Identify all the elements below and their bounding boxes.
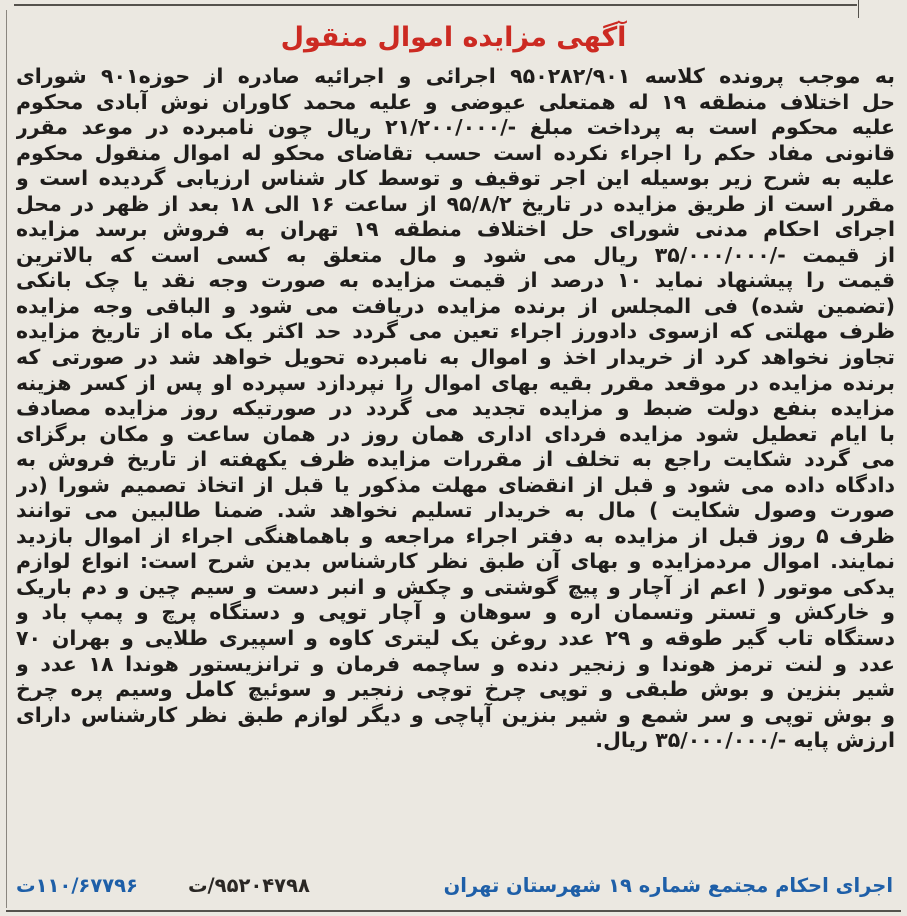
notice-line: ظرف مهلتی که ازسوی دادورز اجراء تعین می گردد حد اکثر یک ماه از تاریخ مزایده — [16, 319, 895, 344]
notice-body — [16, 64, 895, 754]
notice-line: علیه به شرح زیر بوسیله این اجر توقیف و توسط کار شناس ارزیابی گردیده است و — [16, 166, 895, 191]
notice-line: شیر بنزین و بوش طبقی و توپی چرخ توچی زنجیر و سوئیچ کامل وسیم پره چرخ — [16, 677, 895, 702]
notice-line: برنده مزایده در موقعد مقرر بقیه بهای اموال را نپردازد سپرده او پس از کسر هزینه — [16, 370, 895, 395]
notice-line: (تضمین شده) فی المجلس از برنده مزایده دریافت می شود و الباقی وجه مزایده — [16, 293, 895, 318]
notice-footer — [16, 868, 893, 902]
notice-line: قیمت را پیشنهاد نماید ۱۰ درصد از قیمت مزایده به صورت وجه نقد یا چک بانکی — [16, 268, 895, 293]
reference-numbers — [16, 874, 310, 897]
letter-number: ۹۵۲۰۴۷۹۸/ت — [187, 873, 310, 897]
notice-line: از قیمت -/۳۵/۰۰۰/۰۰۰ ریال می شود و مال متعلق به کسی است که بالاترین — [16, 242, 895, 267]
notice-line: علیه محکوم است به پرداخت مبلغ -/۲۱/۲۰۰/۰۰۰ ریال چون نامبرده در موعد مقرر — [16, 115, 895, 140]
notice-line: به موجب پرونده کلاسه ۹۵۰۲۸۲/۹۰۱ اجرائی و اجرائیه صادره از حوزه۹۰۱ شورای — [16, 64, 895, 88]
notice-line: مقرر است از طریق مزایده در تاریخ ۹۵/۸/۲ از ساعت ۱۶ الی ۱۸ بعد از ظهر در محل — [16, 191, 895, 216]
top-border-rule — [14, 4, 857, 6]
notice-title: آگهی مزایده اموال منقول — [280, 22, 627, 53]
issuing-office: اجرای احکام مجتمع شماره ۱۹ شهرستان تهران — [443, 873, 893, 897]
notice-line: نمایند. اموال مردمزایده و بهای آن طبق نظر کارشناس بدین شرح است: انواع لوازم — [16, 549, 895, 574]
notice-line: و خارکش و تستر وتسمان اره و سوهان و آچار توپی و دستگاه پرچ و پمپ باد و — [16, 600, 895, 625]
notice-line: تجاوز نخواهد کرد از خریدار اخذ و اموال به نامبرده تحویل خواهد شد در صورتی که — [16, 345, 895, 370]
notice-line: و بوش توپی و سر شمع و شیر بنزین آپاچی و دیگر لوازم طبق نظر کارشناس دارای — [16, 702, 895, 727]
notice-line: دادگاه داده می شود و قبل از انقضای مهلت مذکور یا قبل از اتخاذ تصمیم شورا (در — [16, 472, 895, 497]
notice-line: دستگاه تاب گیر طوقه و ۲۹ عدد روغن یک لیتری کاوه و اسپیری طلایی و بهران ۷۰ — [16, 626, 895, 651]
notice-code: ۱۱۰/۶۷۷۹۶ت — [16, 873, 138, 897]
notice-line: ارزش پایه -/۳۵/۰۰۰/۰۰۰ ریال. — [595, 728, 895, 753]
notice-line: ظرف ۵ روز قبل از مزایده به دفتر اجراء مراجعه و باهماهنگی اجراء از اموال بازدید — [16, 523, 895, 548]
notice-line: با ایام تعطیل شود مزایده فردای اداری همان روز در همان ساعت و مکان برگزای — [16, 421, 895, 446]
notice-line: می گردد شکایت راجع به تخلف از مقررات مزایده ظرف یکهفته از تاریخ فروش به — [16, 447, 895, 472]
notice-line: یدکی موتور ( اعم از آچار و پیچ گوشتی و چکش و انبر دست و سیم چین و دم باریک — [16, 574, 895, 599]
notice-line: مزایده بنفع دولت ضبط و مزایده تجدید می گردد در صورتیکه روز مزایده مصادف — [16, 396, 895, 421]
notice-line: حل اختلاف منطقه ۱۹ له همتعلی عیوضی و علیه محمد کاوران نوش آبادی محکوم — [16, 89, 895, 114]
notice-line: صورت وصول شکایت ) مال به خریدار تسلیم نخواهد شد. ضمنا طالبین می توانند — [16, 498, 895, 523]
notice-line: قانونی مفاد حکم را اجراء نکرده است حسب تقاضای محکو له اموال منقول محکوم — [16, 140, 895, 165]
notice-line: عدد و لنت ترمز هوندا و زنجیر دنده و ساچمه فرمان و ترانزیستور هوندا ۱۸ عدد و — [16, 651, 895, 676]
notice-line: اجرای احکام مدنی شورای حل اختلاف منطقه ۱۹ تهران به فروش برسد مزایده — [16, 217, 895, 242]
bottom-border-rule — [6, 910, 901, 912]
left-border-rule — [6, 10, 7, 908]
